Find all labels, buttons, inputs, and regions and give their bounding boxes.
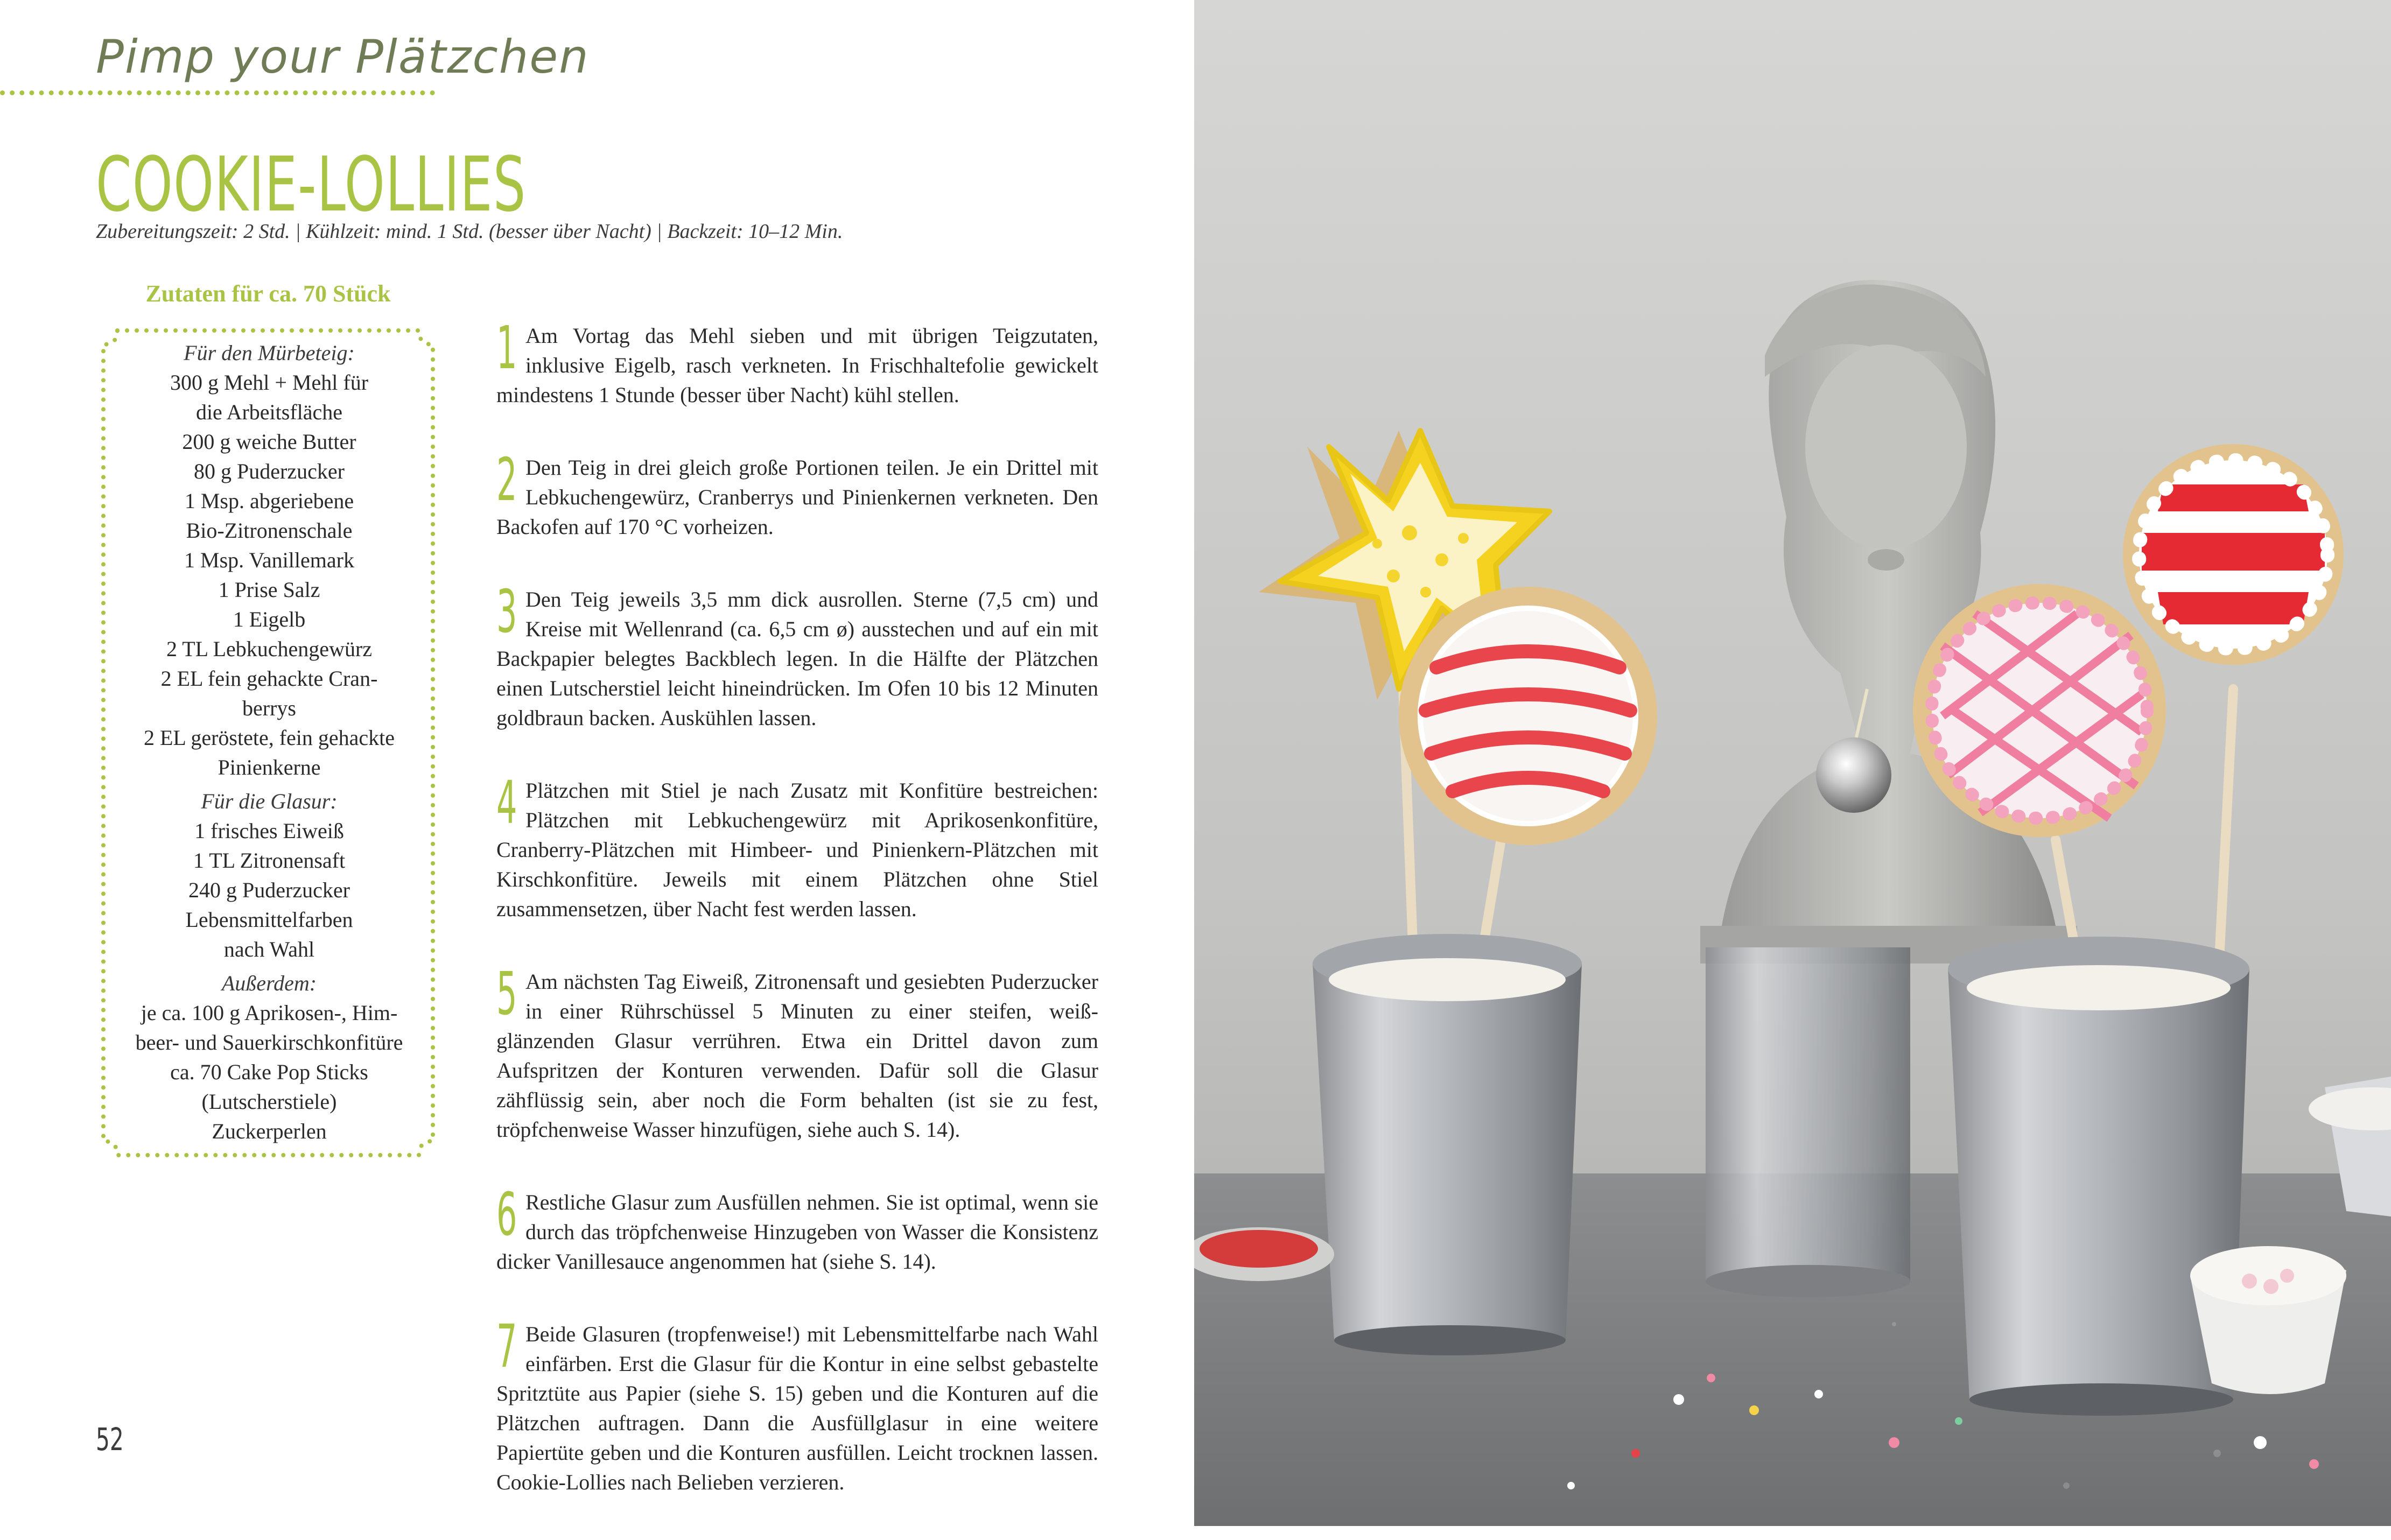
ingredient-line: 1 Msp. Vanillemark: [184, 548, 354, 572]
extra-label: Außerdem:: [221, 971, 317, 995]
ingredients-heading: Zutaten für ca. 70 Stück: [145, 280, 391, 307]
step-text: Am Vortag das Mehl sieben und mit übrigen Teigzutaten, inklusive Eigelb, rasch verkneten. In Frischhaltefolie gewickelt mindestens 1 Stunde (besser über Nacht) kühl stellen.: [496, 324, 1098, 407]
ingredient-line: 1 frisches Eiweiß: [194, 819, 344, 843]
ingredient-line: 1 TL Zitronensaft: [193, 848, 346, 873]
ingredients-list: [120, 338, 419, 1146]
step-text: Restliche Glasur zum Ausfüllen nehmen. Sie ist optimal, wenn sie durch das tröpfchenweise Hinzugeben von Wasser die Konsistenz dicker Vanillesauce angenommen hat (siehe S. 14).: [496, 1190, 1098, 1274]
step-number: 1: [496, 313, 517, 382]
step-text: Plätzchen mit Stiel je nach Zusatz mit Konfitüre bestreichen: Plätzchen mit Lebkuchengewürz mit Aprikosenkonfitüre, Cranberry-Plätzchen mit Himbeer- und Pinienkern-Plätzchen mit Kirschkonfitüre. Jeweils mit einem Plätzchen ohne Stiel zusammensetzen, über Nacht fest werden lassen.: [496, 778, 1098, 921]
ingredient-line: je ca. 100 g Aprikosen-, Him-: [141, 1001, 398, 1025]
ingredient-line: beer- und Sauerkirschkonfitüre: [135, 1030, 403, 1054]
page-number: 52: [96, 1421, 124, 1458]
ingredient-line: (Lutscherstiele): [201, 1089, 337, 1114]
dough-label: Für den Mürbeteig:: [184, 341, 355, 365]
step-number: 5: [496, 959, 517, 1028]
ingredient-line: Pinienkerne: [218, 755, 321, 779]
ingredient-line: 240 g Puderzucker: [188, 878, 350, 902]
glaze-label: Für die Glasur:: [201, 789, 338, 813]
ingredient-line: 2 EL geröstete, fein gehackte: [143, 726, 395, 750]
ingredient-line: die Arbeitsfläche: [195, 400, 343, 424]
step-number: 7: [496, 1312, 517, 1381]
pearl-bowl: [2190, 1246, 2346, 1394]
ingredient-line: 1 Msp. abgeriebene: [184, 489, 354, 513]
left-page: [0, 0, 1194, 1526]
step-text: Beide Glasuren (tropfenweise!) mit Lebensmittelfarbe nach Wahl einfärben. Erst die Glasur für die Kontur in eine selbst gebastelte Spritztüte aus Papier (siehe S. 15) geben und die Konturen auf die Plätzchen auftragen. Dann die Ausfüllglasur in eine weitere Papiertüte geben und die Konturen ausfüllen. Leicht trocknen lassen. Cookie-Lollies nach Belieben verzieren.: [496, 1322, 1098, 1494]
ingredient-line: nach Wahl: [223, 937, 315, 961]
step-text: Den Teig jeweils 3,5 mm dick ausrollen. Sterne (7,5 cm) und Kreise mit Wellenrand (ca. 6,5 cm ø) ausstechen und auf ein mit Backpapier belegtes Backblech legen. In die Hälfte der Plätzchen einen Lutscherstiel leicht hineindrücken. Im Ofen 10 bis 12 Minuten goldbraun backen. Auskühlen lassen.: [496, 587, 1098, 730]
ingredient-line: Lebensmittelfarben: [185, 908, 353, 932]
series-title: Pimp your Plätzchen: [96, 30, 590, 84]
recipe-title: COOKIE-LOLLIES: [96, 141, 527, 229]
ingredient-line: 300 g Mehl + Mehl für: [170, 370, 369, 395]
step-number: 3: [496, 577, 517, 646]
step-number: 4: [496, 768, 517, 837]
left-metal-cup: [1313, 934, 1582, 1355]
ingredient-line: Zuckerperlen: [212, 1119, 327, 1143]
instructions: [496, 313, 1098, 1540]
step: [496, 768, 1098, 924]
step: [496, 577, 1098, 733]
ingredient-line: 2 EL fein gehackte Cran-: [160, 666, 378, 691]
recipe-times: Zubereitungszeit: 2 Std. | Kühlzeit: mind. 1 Std. (besser über Nacht) | Backzeit: 10–12 Min.: [96, 220, 843, 243]
ingredient-line: 1 Prise Salz: [218, 578, 320, 602]
ingredient-line: 200 g weiche Butter: [182, 430, 356, 454]
step: [496, 445, 1098, 542]
step-number: 2: [496, 445, 517, 514]
ingredient-line: 2 TL Lebkuchengewürz: [166, 637, 373, 661]
step-text: Am nächsten Tag Eiweiß, Zitronensaft und gesiebten Puderzucker in einer Rührschüssel 5 Minuten zu einer steifen, weiß-glänzenden Glasur verrühren. Etwa ein Drittel davon zum Aufspritzen der Konturen verwenden. Dafür soll die Glasur zähflüssig sein, aber noch die Form behalten (ist sie zu fest, tröpfchenweise Wasser hinzufügen, siehe auch S. 14).: [496, 969, 1098, 1142]
ingredient-line: ca. 70 Cake Pop Sticks: [170, 1060, 368, 1084]
ingredient-line: 1 Eigelb: [233, 607, 306, 631]
ingredient-line: Bio-Zitronenschale: [186, 518, 353, 543]
step: [496, 313, 1098, 410]
step: [496, 1312, 1098, 1497]
step-number: 6: [496, 1180, 517, 1249]
recipe-photo: [1194, 0, 2391, 1526]
step: [496, 959, 1098, 1144]
ingredient-line: berrys: [242, 696, 296, 720]
christmas-ornament: [1816, 737, 1891, 813]
step-text: Den Teig in drei gleich große Portionen teilen. Je ein Drittel mit Lebkuchengewürz, Cranberrys und Pinienkernen verkneten. Den Backofen auf 170 °C vorheizen.: [496, 455, 1098, 539]
step: [496, 1180, 1098, 1276]
ingredient-line: 80 g Puderzucker: [194, 459, 345, 483]
series-divider: [0, 90, 435, 95]
